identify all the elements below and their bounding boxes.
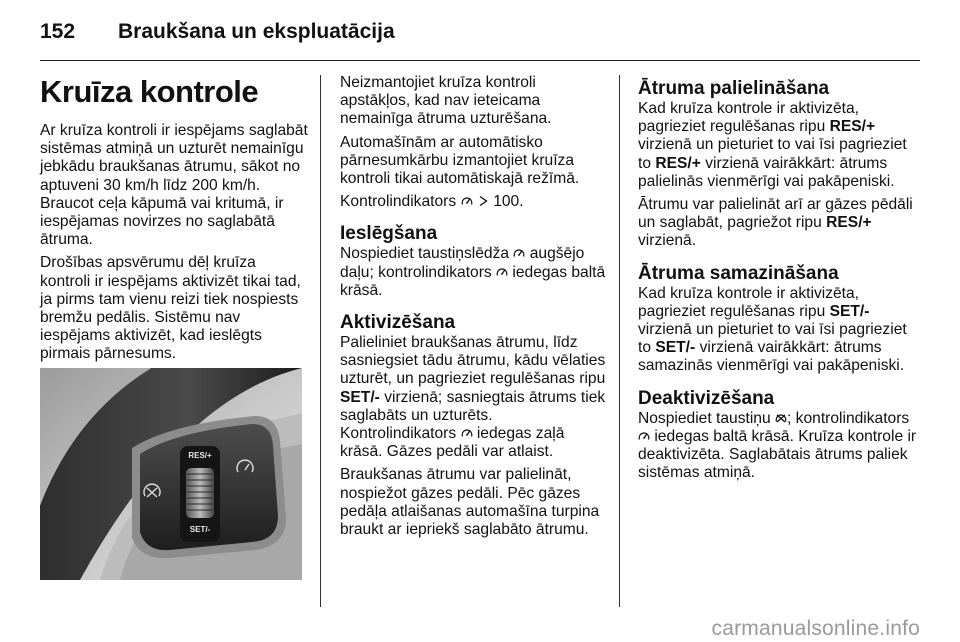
deactivation-paragraph: Nospiediet taustiņu ; kontrolindikators iedegas baltā krāsā. Kruīza kontrole ir deaktivizēta. Saglabātais ātrums paliek sistēmas atmiņā.	[638, 409, 917, 482]
activation-paragraph: Palieliniet braukšanas ātrumu, līdz sasniegsiet tādu ātrumu, kādu vēlaties uzturēt, un pagrieziet regulēšanas ripu SET/- virzienā; sasniegtais ātrums tiek saglabāts un uzturēts. Kontrolindikators iedegas zaļā krāsā. Gāzes pedāli var atlaist.	[340, 334, 606, 461]
decrease-speed-paragraph: Kad kruīza kontrole ir aktivizēta, pagrieziet regulēšanas ripu SET/- virzienā un pieturiet to vai īsi pagrieziet to SET/- virzienā vairākkārt: ātrums samazinās vienmērīgi vai pakāpeniski.	[638, 284, 907, 375]
watermark: carmanualsonline.info	[711, 617, 920, 640]
cruise-control-icon	[496, 266, 508, 278]
safety-paragraph: Drošības apsvērumu dēļ kruīza kontroli ir iespējams aktivizēt tikai tad, ja pirms tam vienu reizi tiek nospiests bremžu pedālis. Sistēmu nav iespējams aktivizēt, kad ieslēgts pirmais pārnesums.	[40, 254, 301, 363]
column-divider	[619, 75, 620, 607]
heading-deactivation: Deaktivizēšana	[638, 387, 775, 409]
heading-switch-on: Ieslēgšana	[340, 223, 438, 245]
heading-decrease-speed: Ātruma samazināšana	[638, 262, 839, 284]
set-minus-label: SET/-	[189, 525, 211, 534]
column-divider	[320, 75, 321, 607]
page-number: 152	[40, 20, 76, 43]
cruise-control-icon	[638, 430, 650, 442]
cruise-control-icon	[461, 195, 473, 207]
res-plus-label: RES/+	[188, 451, 212, 460]
steering-wheel-illustration	[40, 368, 302, 580]
page-header	[40, 12, 920, 60]
column-1	[40, 74, 308, 369]
cruise-control-icon	[461, 427, 473, 439]
caution-paragraph: Neizmantojiet kruīza kontroli apstākļos, kad nav ieteicama nemainīga ātruma uzturēšana.	[340, 74, 552, 128]
page-ref-arrow-icon	[477, 195, 489, 207]
column-3	[638, 74, 920, 487]
cruise-control-icon	[513, 247, 525, 259]
accelerator-paragraph: Braukšanas ātrumu var palielināt, nospiežot gāzes pedāli. Pēc gāzes pedāļa atlaišanas automašīna turpina braukt ar iepriekš saglabāto ātrumu.	[340, 466, 600, 539]
header-rule	[40, 60, 920, 61]
intro-paragraph: Ar kruīza kontroli ir iespējams saglabāt sistēmas atmiņā un uzturēt nemainīgu jebkādu braukšanas ātrumu, sākot no aptuveni 30 km/h līdz 200 km/h. Braucot ceļa kāpumā vai kritumā, ir iespējamas novirzes no saglabātā ātruma.	[40, 122, 308, 249]
automatic-paragraph: Automašīnām ar automātisko pārnesumkārbu izmantojiet kruīza kontroli tikai automātiskajā režīmā.	[340, 133, 580, 188]
switch-on-paragraph: Nospiediet taustiņslēdža augšējo daļu; kontrolindikators iedegas baltā krāsā.	[340, 245, 606, 299]
heading-activation: Aktivizēšana	[340, 312, 456, 334]
heading-increase-speed: Ātruma palielināšana	[638, 78, 830, 99]
increase-accel-paragraph: Ātrumu var palielināt arī ar gāzes pēdāli un saglabāt, pagriežot ripu RES/+ virzienā.	[638, 196, 913, 250]
section-title: Braukšana un ekspluatācija	[118, 20, 395, 43]
indicator-ref-paragraph: Kontrolindikators 100.	[340, 193, 524, 211]
increase-speed-paragraph: Kad kruīza kontrole ir aktivizēta, pagrieziet regulēšanas ripu RES/+ virzienā un pieturiet to vai īsi pagrieziet to RES/+ virzienā vairākkārt: ātrums palielinās vienmērīgi vai pakāpeniski.	[638, 100, 907, 190]
page-title: Kruīza kontrole	[40, 74, 259, 109]
column-2	[340, 74, 608, 544]
cruise-cancel-icon	[775, 412, 787, 424]
